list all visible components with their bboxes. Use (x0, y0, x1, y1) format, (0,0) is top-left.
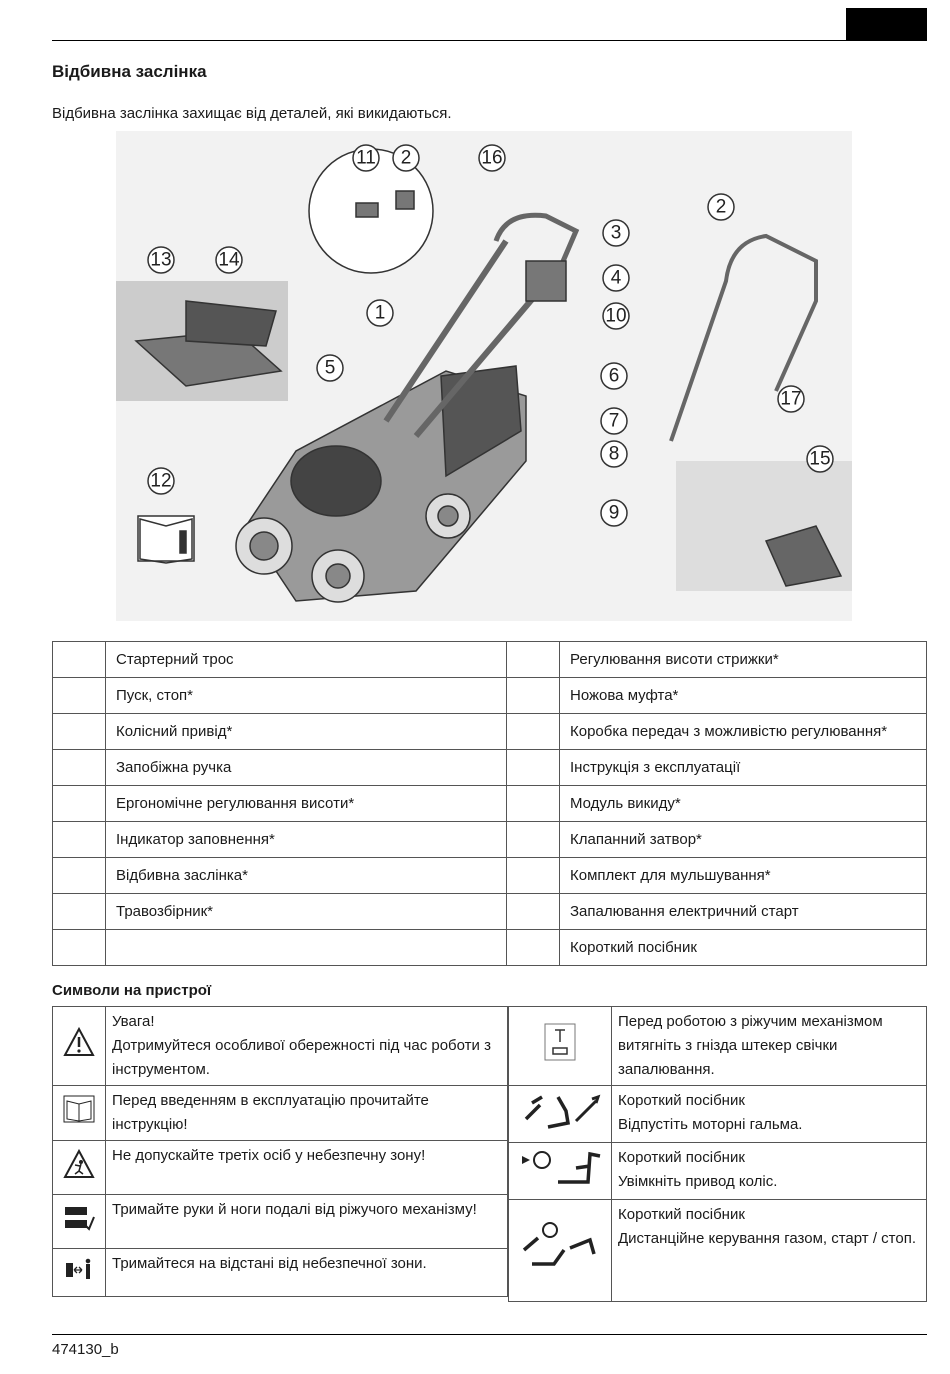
keep-hands-feet-away-icon (53, 1195, 106, 1249)
callout-8 (601, 441, 627, 467)
page-tab-marker (846, 8, 927, 40)
symbols-table-left (52, 1006, 508, 1297)
table-row: Перед введенням в експлуатацію прочитайте інструкцію! (53, 1086, 508, 1141)
svg-text:6: 6 (608, 365, 620, 387)
callout-2b (708, 194, 734, 220)
intro-text: Відбивна заслінка захищає від деталей, які викидаються. (52, 105, 452, 122)
callout-17 (778, 386, 804, 412)
table-row: Короткий посібник (53, 930, 927, 966)
table-row: Не допускайте третіх осіб у небезпечну зону! (53, 1141, 508, 1195)
callout-7 (601, 408, 627, 434)
manual-book-icon (53, 1086, 106, 1141)
callout-11 (353, 145, 379, 171)
table-row: Короткий посібник Відпустіть моторні гальма. (509, 1086, 927, 1143)
callout-5 (317, 355, 343, 381)
thrown-object-hazard-icon (53, 1141, 106, 1195)
table-row: Травозбірник* Запалювання електричний старт (53, 894, 927, 930)
svg-text:3: 3 (610, 222, 622, 244)
warning-triangle-icon (53, 1007, 106, 1086)
section-title: Відбивна заслінка (52, 62, 207, 81)
svg-text:9: 9 (608, 502, 620, 524)
symbols-title: Символи на пристрої (52, 982, 212, 999)
svg-text:2: 2 (400, 147, 412, 169)
svg-text:8: 8 (608, 443, 620, 465)
callout-6 (601, 363, 627, 389)
svg-text:12: 12 (150, 470, 172, 492)
svg-text:10: 10 (605, 305, 627, 327)
svg-text:7: 7 (608, 410, 620, 432)
table-row: Короткий посібник Увімкніть привод коліс. (509, 1143, 927, 1200)
callout-10 (603, 303, 629, 329)
callout-12 (148, 468, 174, 494)
symbols-table-right (508, 1006, 927, 1302)
callout-2a (393, 145, 419, 171)
spark-plug-icon (509, 1007, 612, 1086)
svg-text:14: 14 (218, 249, 240, 271)
svg-text:1: 1 (374, 302, 386, 324)
engine-brake-icon (509, 1086, 612, 1143)
svg-text:2: 2 (715, 196, 727, 218)
svg-text:5: 5 (324, 357, 336, 379)
table-row: Стартерний трос Регулювання висоти стрижки* (53, 642, 927, 678)
callout-13 (148, 247, 174, 273)
callout-4 (603, 265, 629, 291)
table-row: Індикатор заповнення* Клапанний затвор* (53, 822, 927, 858)
callout-3 (603, 220, 629, 246)
callout-15 (807, 446, 833, 472)
lawnmower-illustration (116, 131, 852, 621)
bottom-rule (52, 1334, 927, 1335)
callout-1 (367, 300, 393, 326)
document-code: 474130_b (52, 1341, 119, 1358)
svg-text:15: 15 (809, 448, 831, 470)
throttle-control-icon (509, 1200, 612, 1302)
lawnmower-figure (116, 131, 852, 621)
table-row: Короткий посібник Дистанційне керування газом, старт / стоп. (509, 1200, 927, 1302)
mower-drawing (116, 149, 852, 602)
table-row: Тримайте руки й ноги подалі від ріжучого механізму! (53, 1195, 508, 1249)
callout-16 (479, 145, 505, 171)
svg-text:4: 4 (610, 267, 622, 289)
callout-9 (601, 500, 627, 526)
wheel-drive-icon (509, 1143, 612, 1200)
table-row: Пуск, стоп* Ножова муфта* (53, 678, 927, 714)
table-row: Відбивна заслінка* Комплект для мульшування* (53, 858, 927, 894)
table-row: Запобіжна ручка Інструкція з експлуатації (53, 750, 927, 786)
parts-table (52, 641, 927, 966)
keep-distance-icon (53, 1249, 106, 1297)
table-row: Увага! Дотримуйтеся особливої обережності під час роботи з інструментом. (53, 1007, 508, 1086)
svg-text:11: 11 (356, 147, 376, 169)
top-rule (52, 40, 927, 41)
table-row: Тримайтеся на відстані від небезпечної зони. (53, 1249, 508, 1297)
callout-14 (216, 247, 242, 273)
svg-text:17: 17 (780, 388, 802, 410)
table-row: Ергономічне регулювання висоти* Модуль викиду* (53, 786, 927, 822)
svg-text:13: 13 (150, 249, 172, 271)
table-row: Перед роботою з ріжучим механізмом витягніть з гнізда штекер свічки запалювання. (509, 1007, 927, 1086)
svg-text:16: 16 (481, 147, 503, 169)
table-row: Колісний привід* Коробка передач з можливістю регулювання* (53, 714, 927, 750)
